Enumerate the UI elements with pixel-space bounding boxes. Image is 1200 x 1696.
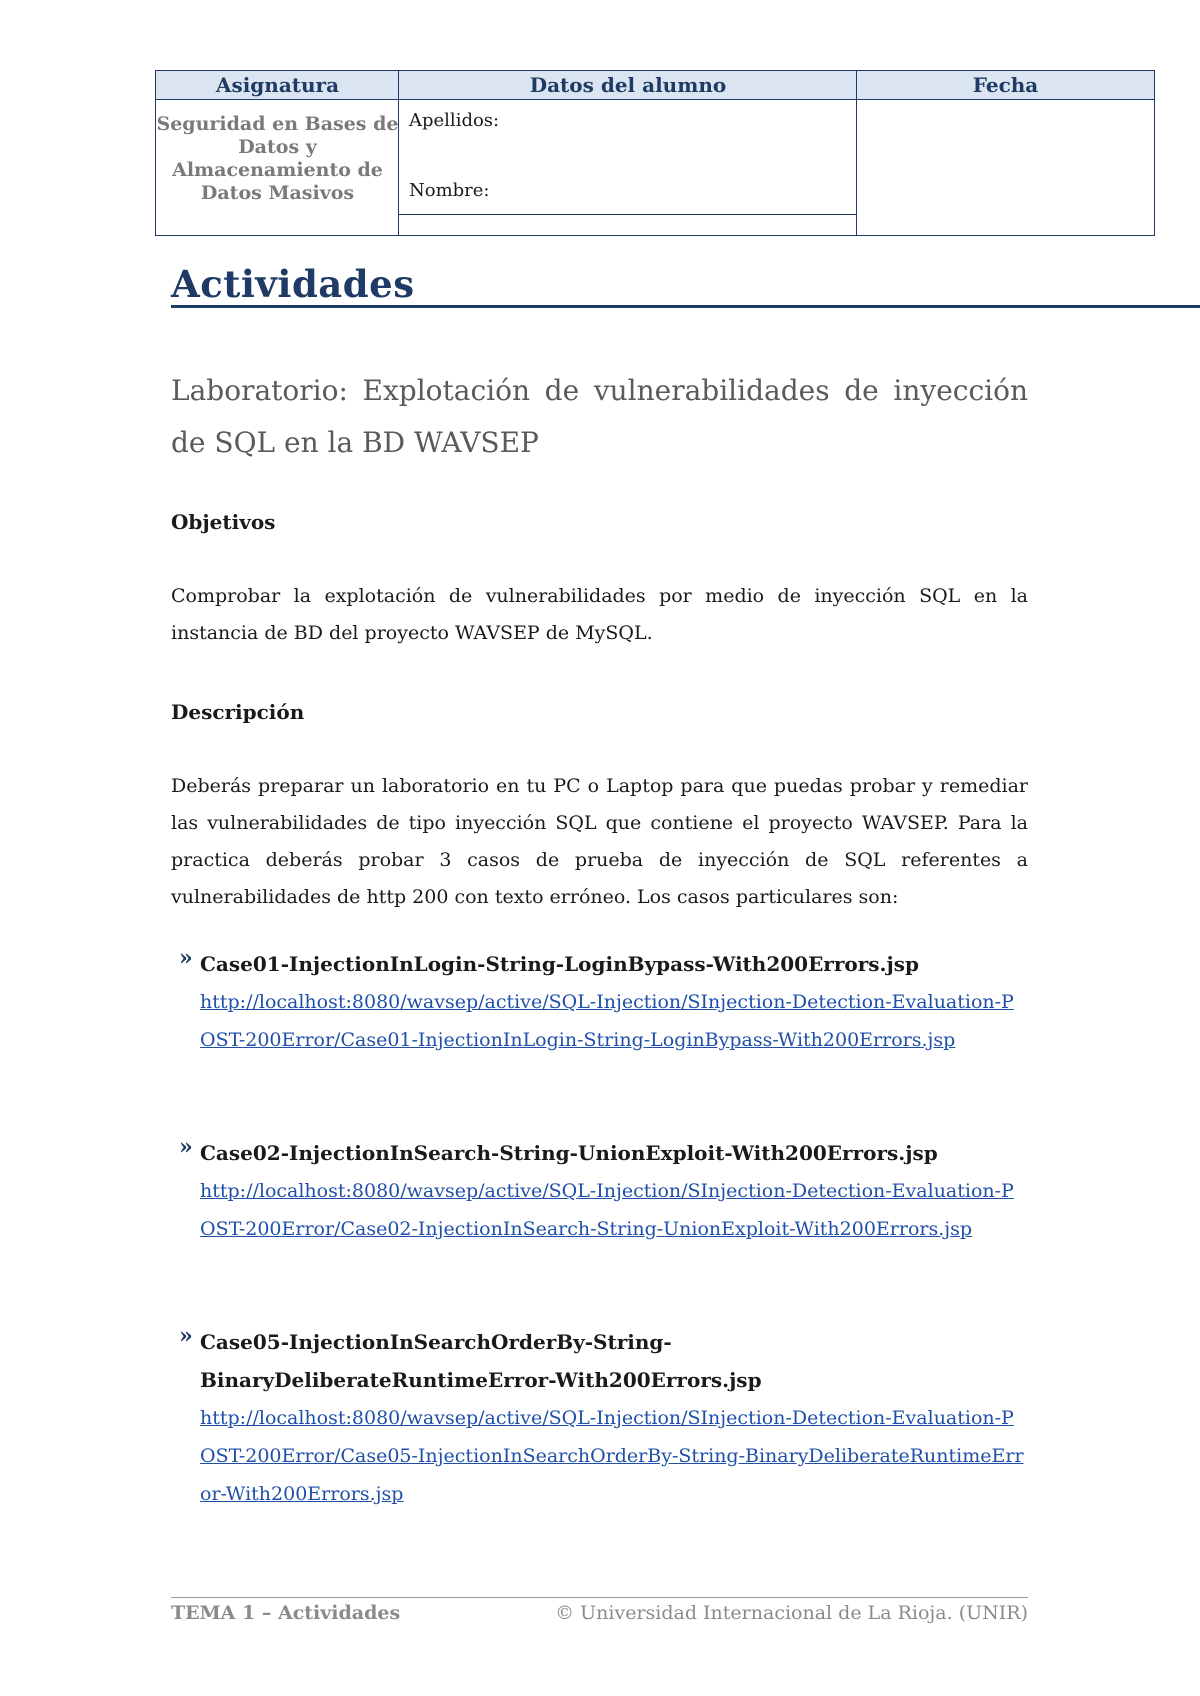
title-underline <box>171 305 1200 308</box>
header-asignatura: Asignatura <box>215 73 340 97</box>
footer-copyright: © Universidad Internacional de La Rioja. (UNIR) <box>555 1602 1028 1624</box>
case-title: Case01-InjectionInLogin-String-LoginBypass-With200Errors.jsp <box>200 952 919 976</box>
case-link[interactable]: http://localhost:8080/wavsep/active/SQL-Injection/SInjection-Detection-Evaluation-POST-200Error/Case01-InjectionInLogin-String-LoginBypass-With200Errors.jsp <box>200 991 1014 1051</box>
bullet-icon: » <box>179 945 193 971</box>
header-datos-alumno: Datos del alumno <box>529 73 727 97</box>
footer-topic: TEMA 1 – Actividades <box>171 1602 401 1624</box>
case-title: Case05-InjectionInSearchOrderBy-String-BinaryDeliberateRuntimeError-With200Errors.jsp <box>200 1330 762 1392</box>
header-col-subject <box>156 71 399 235</box>
footer-divider <box>171 1597 1028 1598</box>
header-table <box>155 70 1155 236</box>
lab-title: Laboratorio: Explotación de vulnerabilidades de inyección de SQL en la BD WAVSEP <box>171 374 1028 459</box>
header-col-date <box>857 71 1154 235</box>
case-link[interactable]: http://localhost:8080/wavsep/active/SQL-Injection/SInjection-Detection-Evaluation-POST-200Error/Case05-InjectionInSearchOrderBy-String-BinaryDeliberateRuntimeError-With200Errors.jsp <box>200 1407 1024 1505</box>
case-title: Case02-InjectionInSearch-String-UnionExploit-With200Errors.jsp <box>200 1141 938 1165</box>
list-item <box>171 1134 1028 1248</box>
surname-field[interactable]: Apellidos: <box>409 110 500 131</box>
header-fecha: Fecha <box>972 73 1039 97</box>
subject-name: Seguridad en Bases de Datos y Almacenamiento de Datos Masivos <box>156 113 399 204</box>
bullet-icon: » <box>179 1134 193 1160</box>
field-divider <box>399 214 857 215</box>
description-heading: Descripción <box>171 700 305 724</box>
header-col-student <box>399 71 857 235</box>
objectives-text: Comprobar la explotación de vulnerabilidades por medio de inyección SQL en la instancia de BD del proyecto WAVSEP de MySQL. <box>171 585 1028 644</box>
bullet-icon: » <box>179 1323 193 1349</box>
list-item <box>171 1323 1028 1513</box>
name-field[interactable]: Nombre: <box>409 180 490 201</box>
description-text: Deberás preparar un laboratorio en tu PC o Laptop para que puedas probar y remediar las vulnerabilidades de tipo inyección SQL que contiene el proyecto WAVSEP. Para la practica deberás probar 3 casos de prueba de inyección de SQL referentes a vulnerabilidades de http 200 con texto erróneo. Los casos particulares son: <box>171 775 1028 908</box>
list-item <box>171 945 1028 1059</box>
objectives-heading: Objetivos <box>171 510 276 534</box>
page-title: Actividades <box>171 262 415 306</box>
case-link[interactable]: http://localhost:8080/wavsep/active/SQL-Injection/SInjection-Detection-Evaluation-POST-200Error/Case02-InjectionInSearch-String-UnionExploit-With200Errors.jsp <box>200 1180 1014 1240</box>
